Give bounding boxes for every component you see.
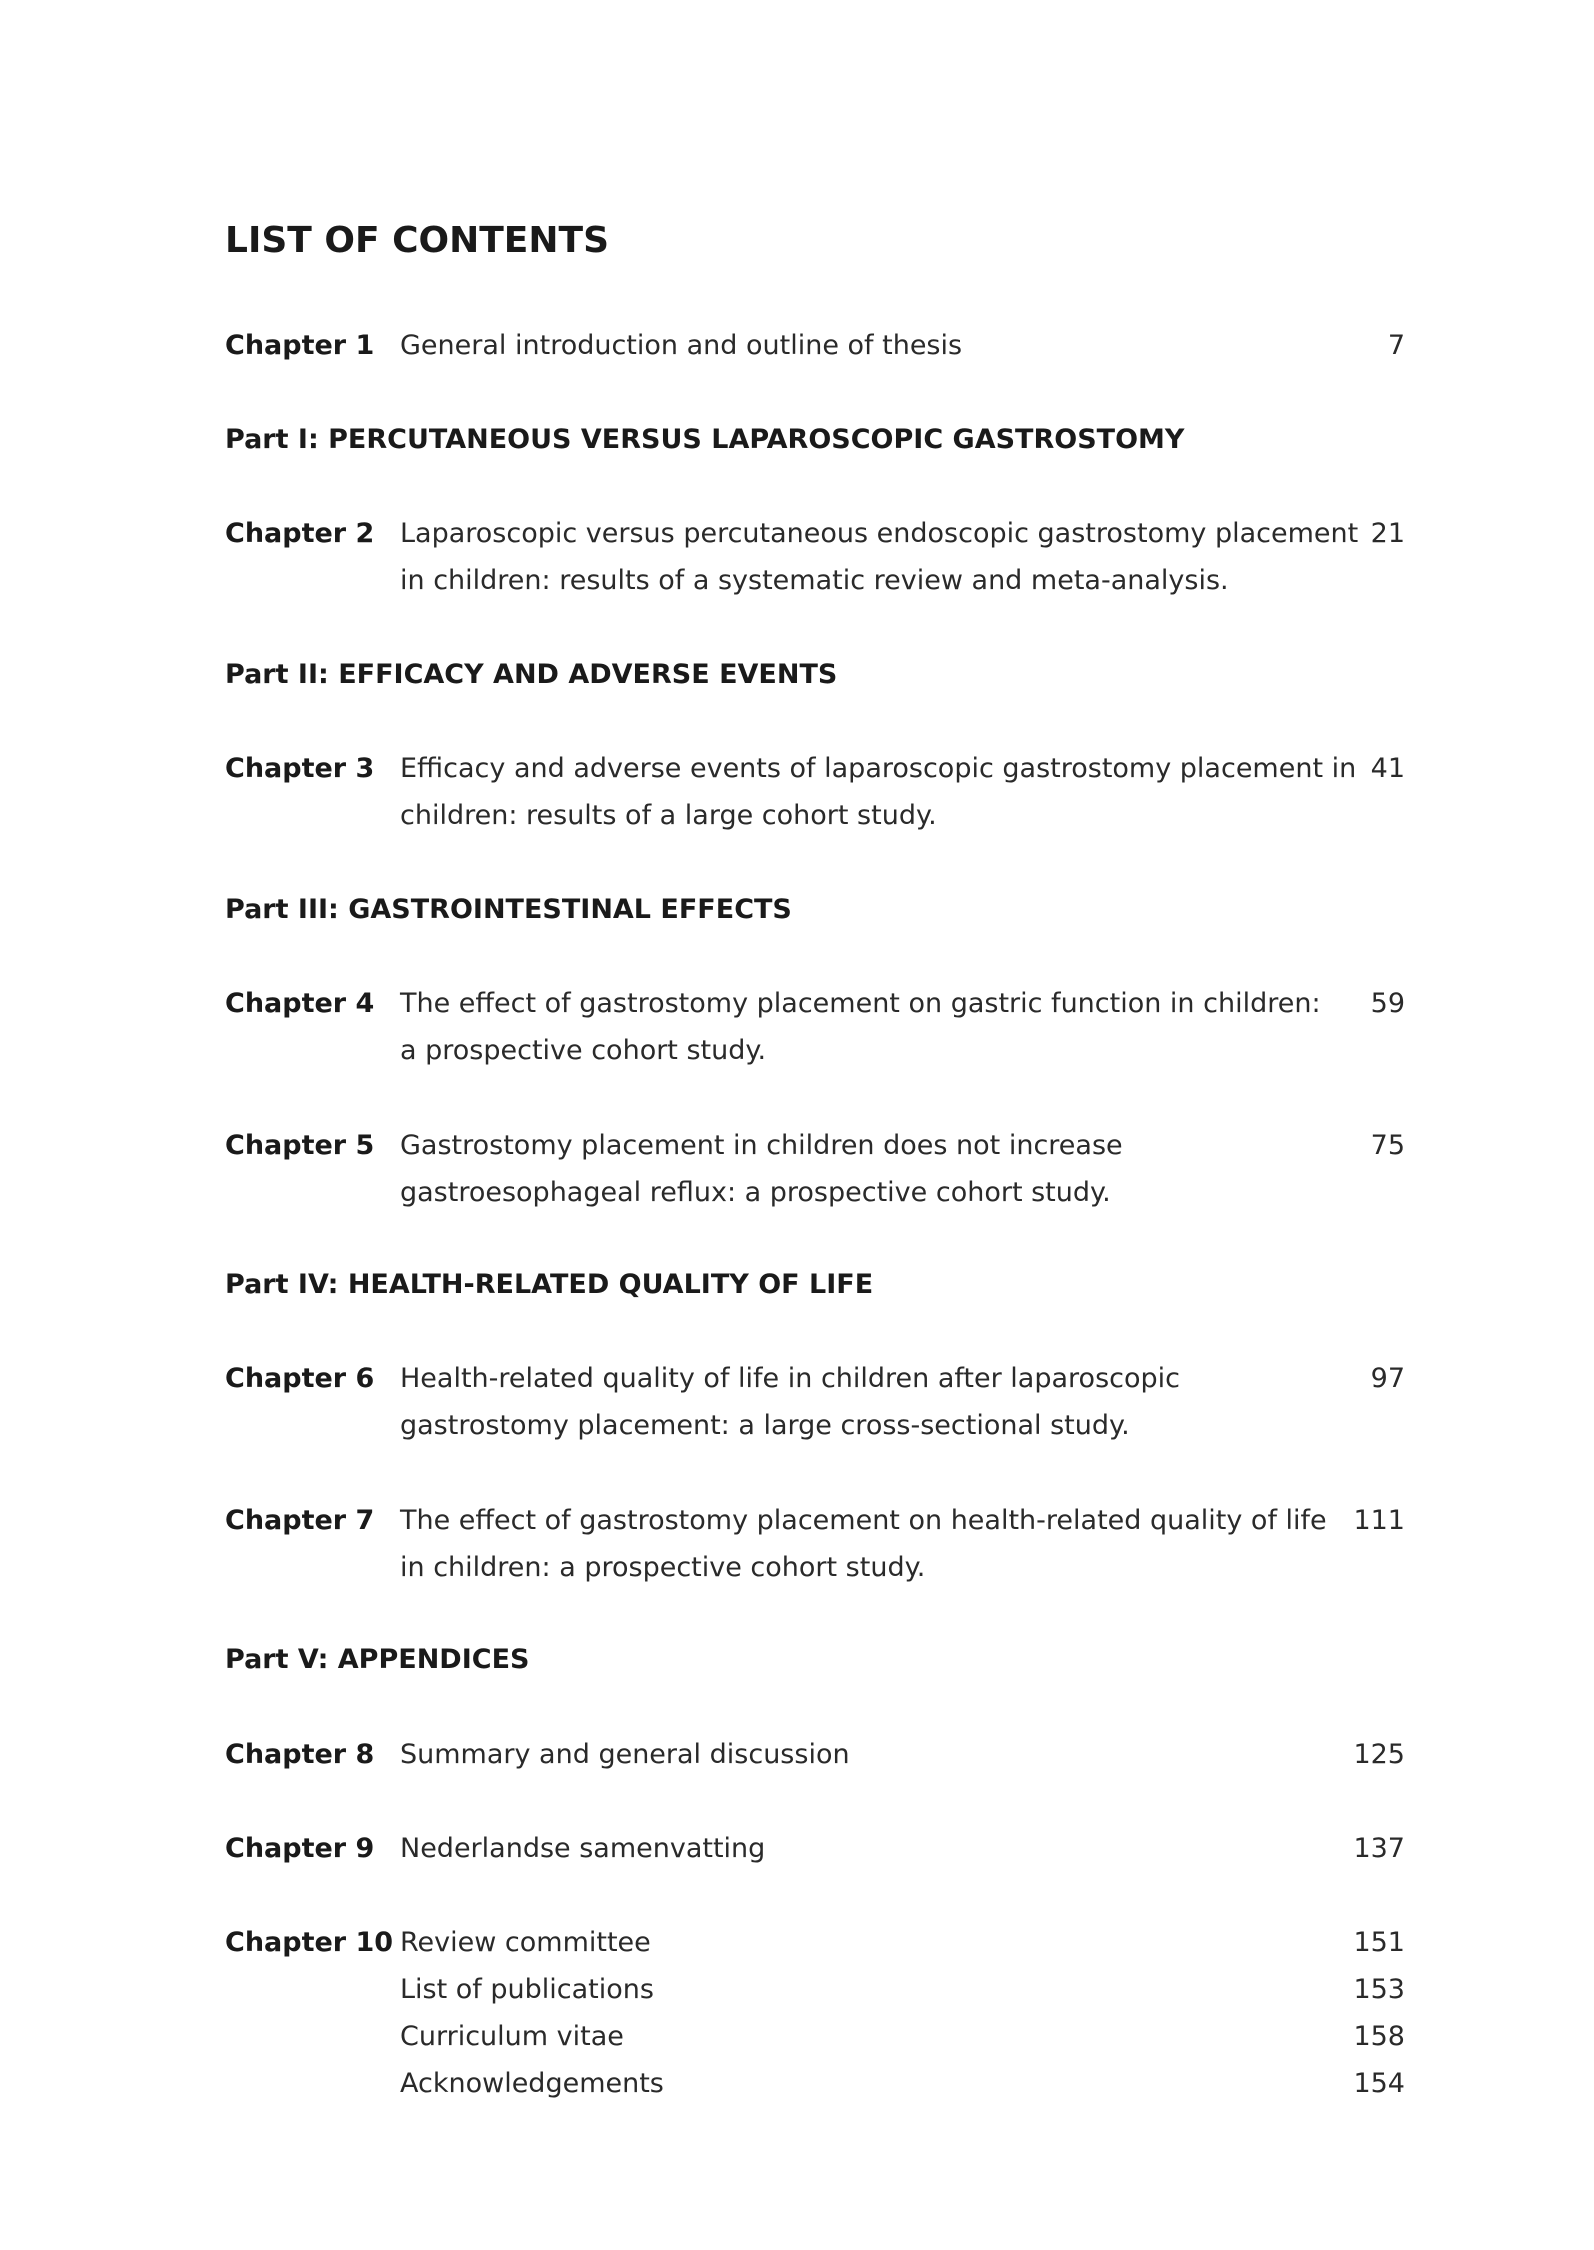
chapter-title-line: Gastrostomy placement in children does not increase <box>400 1130 1123 1161</box>
page-number: 75 <box>1370 1130 1405 1161</box>
chapter-title <box>400 322 1260 369</box>
sub-entry-acknowledgements <box>225 2060 1405 2107</box>
chapter-title-line: gastroesophageal reflux: a prospective cohort study. <box>400 1177 1111 1208</box>
part-heading-2: Part II: EFFICACY AND ADVERSE EVENTS <box>225 659 838 690</box>
chapter-label: Chapter 6 <box>225 1363 375 1394</box>
chapter-title-line: Efficacy and adverse events of laparoscopic gastrostomy placement in <box>400 753 1357 784</box>
page-number: 153 <box>1353 1974 1405 2005</box>
page-number: 7 <box>1387 330 1405 361</box>
chapter-label: Chapter 5 <box>225 1130 375 1161</box>
page-number: 21 <box>1370 518 1405 549</box>
chapter-title <box>400 1731 1260 1778</box>
chapter-title-line: Nederlandse samenvatting <box>400 1833 766 1864</box>
part-heading-3: Part III: GASTROINTESTINAL EFFECTS <box>225 894 792 925</box>
chapter-label: Chapter 10 <box>225 1927 394 1958</box>
page-number: 59 <box>1370 988 1405 1019</box>
sub-entry-list-of-publications <box>225 1966 1405 2013</box>
chapter-title <box>400 510 1359 604</box>
page-title: LIST OF CONTENTS <box>225 220 609 261</box>
sub-entry-review-committee <box>225 1919 1405 1966</box>
chapter-title <box>400 1355 1260 1449</box>
chapter-title-line: The effect of gastrostomy placement on gastric function in children: <box>400 988 1321 1019</box>
page-number: 41 <box>1370 753 1405 784</box>
chapter-label: Chapter 9 <box>225 1833 375 1864</box>
chapter-title-line: children: results of a large cohort study. <box>400 800 937 831</box>
chapter-label: Chapter 1 <box>225 330 375 361</box>
chapter-title <box>400 1825 1260 1872</box>
chapter-title-line: in children: a prospective cohort study. <box>400 1552 926 1583</box>
chapter-title <box>400 745 1357 839</box>
part-heading-1: Part I: PERCUTANEOUS VERSUS LAPAROSCOPIC GASTROSTOMY <box>225 424 1185 455</box>
sub-entry-curriculum-vitae <box>225 2013 1405 2060</box>
chapter-title <box>400 980 1321 1074</box>
chapter-title-line: Summary and general discussion <box>400 1739 850 1770</box>
chapter-title-line: The effect of gastrostomy placement on health-related quality of life <box>400 1505 1327 1536</box>
chapter-title-line: a prospective cohort study. <box>400 1035 767 1066</box>
chapter-title-line: in children: results of a systematic review and meta-analysis. <box>400 565 1229 596</box>
chapter-title <box>400 1497 1327 1591</box>
page-number: 97 <box>1370 1363 1405 1394</box>
chapter-title-line: Health-related quality of life in children after laparoscopic <box>400 1363 1180 1394</box>
page-number: 151 <box>1353 1927 1405 1958</box>
chapter-title <box>400 1122 1260 1216</box>
part-heading-4: Part IV: HEALTH-RELATED QUALITY OF LIFE <box>225 1269 874 1300</box>
chapter-title-line: General introduction and outline of thesis <box>400 330 963 361</box>
sub-entry-title: List of publications <box>400 1974 654 2005</box>
sub-entry-title: Review committee <box>400 1927 651 1958</box>
sub-entry-title: Curriculum vitae <box>400 2021 624 2052</box>
chapter-label: Chapter 8 <box>225 1739 375 1770</box>
page-number: 158 <box>1353 2021 1405 2052</box>
chapter-label: Chapter 7 <box>225 1505 375 1536</box>
sub-entry-title: Acknowledgements <box>400 2068 664 2099</box>
chapter-title-line: gastrostomy placement: a large cross-sectional study. <box>400 1410 1130 1441</box>
part-heading-5: Part V: APPENDICES <box>225 1644 530 1675</box>
page-number: 154 <box>1353 2068 1405 2099</box>
page-number: 125 <box>1353 1739 1405 1770</box>
page-number: 137 <box>1353 1833 1405 1864</box>
chapter-title-line: Laparoscopic versus percutaneous endoscopic gastrostomy placement <box>400 518 1359 549</box>
chapter-label: Chapter 4 <box>225 988 375 1019</box>
chapter-label: Chapter 3 <box>225 753 375 784</box>
chapter-label: Chapter 2 <box>225 518 375 549</box>
page-number: 111 <box>1353 1505 1405 1536</box>
